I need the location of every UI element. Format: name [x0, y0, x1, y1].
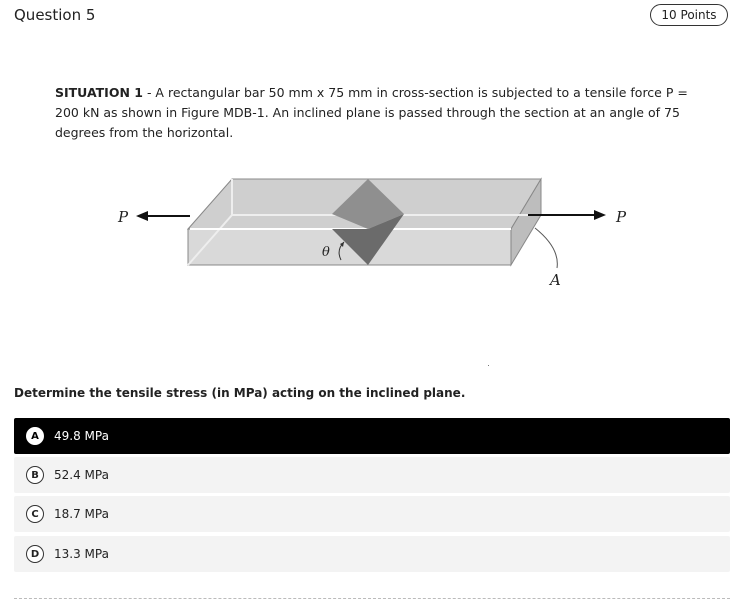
- figure-mdb-1: [110, 168, 640, 298]
- stray-dot: [488, 365, 489, 366]
- right-force-label: P: [616, 208, 627, 226]
- situation-body: - A rectangular bar 50 mm x 75 mm in cross-section is subjected to a tensile force P = 200 kN as shown in Figure MDB-1. An inclined plane is passed through the section at an angle of 75 degrees from the horizontal.: [55, 85, 688, 140]
- angle-label: θ: [322, 245, 330, 260]
- option-c[interactable]: [14, 496, 730, 532]
- situation-label: SITUATION 1: [55, 85, 143, 100]
- section-label: A: [550, 271, 561, 289]
- option-text: 52.4 MPa: [54, 468, 109, 482]
- situation-text: [55, 83, 715, 143]
- option-text: 49.8 MPa: [54, 429, 109, 443]
- option-letter-badge: B: [26, 466, 44, 484]
- option-letter-badge: C: [26, 505, 44, 523]
- left-force-label: P: [118, 208, 129, 226]
- option-b[interactable]: [14, 457, 730, 493]
- option-letter-badge: A: [26, 427, 44, 445]
- option-text: 13.3 MPa: [54, 547, 109, 561]
- section-leader: [535, 228, 557, 268]
- question-prompt: Determine the tensile stress (in MPa) acting on the inclined plane.: [14, 386, 466, 400]
- option-d[interactable]: [14, 536, 730, 572]
- bottom-divider: [14, 598, 730, 599]
- option-letter-badge: D: [26, 545, 44, 563]
- question-title: Question 5: [14, 6, 96, 24]
- option-text: 18.7 MPa: [54, 507, 109, 521]
- option-a[interactable]: [14, 418, 730, 454]
- points-badge: 10 Points: [650, 4, 728, 26]
